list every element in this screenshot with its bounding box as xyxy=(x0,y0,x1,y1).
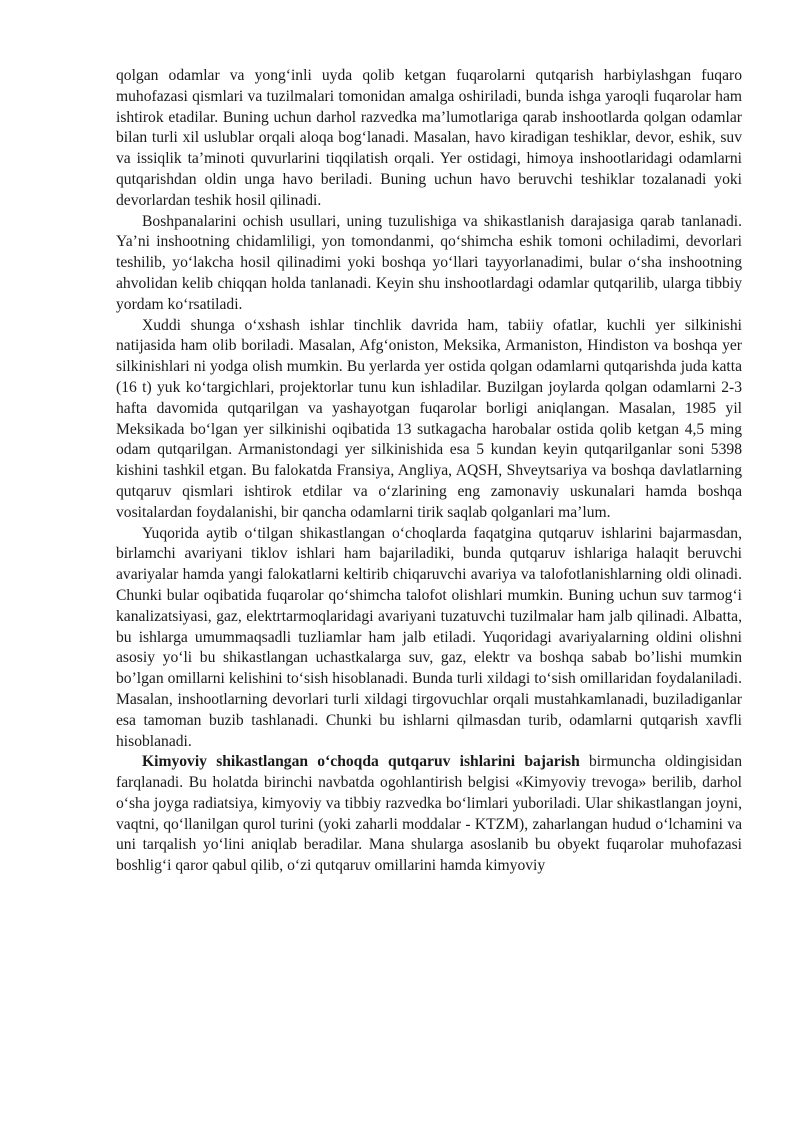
document-page xyxy=(116,66,742,877)
paragraph-chemical-rescue xyxy=(116,752,742,877)
paragraph-emergency-restoration: Yuqorida aytib o‘tilgan shikastlangan o‘choqlarda faqatgina qutqaruv ishlarini bajarmasdan, birlamchi avariyani tiklov ishlari ham bajariladiki, bunda qutqaruv ishlariga halaqit beruvchi avariyalar hamda yangi falokatlarni keltirib chiqaruvchi avariya va talofotlanishlarning oldi olinadi. Chunki bular oqibatida fuqarolar qo‘shimcha talofot olishlari mumkin. Buning uchun suv tarmog‘i kanalizatsiyasi, gaz, elektrtarmoqlaridagi avariyani tuzatuvchi tuzilmalar ham jalb qilinadi. Albatta, bu ishlarga umummaqsadli tuzliamlar ham jalb etiladi. Yuqoridagi avariyalarning oldini olishni asosiy yo‘li bu shikastlangan uchastkalarga suv, gaz, elektr va boshqa sabab bo’lishi mumkin bo’lgan omillarni kelishini to‘sish hisoblanadi. Bunda turli xildagi to‘sish omillaridan foydalaniladi. Masalan, inshootlarning devorlari turli xildagi tirgovuchlar orqali mustahkamlanadi, buziladiganlar esa tamoman buzib tashlanadi. Chunki bu ishlarni qilmasdan turib, odamlarni qutqarish xavfli hisoblanadi. xyxy=(116,524,742,750)
paragraph-shelter-opening-methods: Boshpanalarini ochish usullari, uning tuzulishiga va shikastlanish darajasiga qarab tanlanadi. Ya’ni inshootning chidamliligi, yon tomondanmi, qo‘shimcha eshik tomoni ochiladimi, devorlari teshilib, yo‘lakcha hosil qilinadimi yoki boshqa yo‘llari tayyorlanadimi, bular o‘sha inshootning ahvolidan kelib chiqqan holda tanlanadi. Keyin shu inshootlardagi odamlar qutqarilib, ularga tibbiy yordam ko‘rsatiladi. xyxy=(116,212,742,313)
chemical-rescue-text: birmuncha oldingisidan farqlanadi. Bu holatda birinchi navbatda ogohlantirish belgisi «Kimyoviy trevoga» berilib, darhol o‘sha joyga radiatsiya, kimyoviy va tibbiy razvedka bo‘limlari yuboriladi. Ular shikastlangan joyni, vaqtni, qo‘llanilgan qurol turini (yoki zaharli moddalar - KTZM), zaharlangan hudud o‘lchamini va uni tarqalish yo‘lini aniqlab beradilar. Mana shularga asoslanib bu obyekt fuqarolar muhofazasi boshlig‘i qaror qabul qilib, o‘zi qutqaruv omillarini hamda kimyoviy xyxy=(116,753,743,875)
paragraph-rescue-from-buildings: qolgan odamlar va yong‘inli uyda qolib ketgan fuqarolarni qutqarish harbiylashgan fuqaro muhofazasi qismlari va tuzilmalari tomonidan amalga oshiriladi, bunda ishga yaroqli fuqarolar ham ishtirok etadilar. Buning uchun darhol razvedka ma’lumotlariga qarab inshootlarda qolgan odamlar bilan turli xil uslublar orqali aloqa bog‘lanadi. Masalan, havo kiradigan teshiklar, devor, eshik, suv va issiqlik ta’minoti quvurlarini tiqqilatish orqali. Yer ostidagi, himoya inshootlaridagi odamlarni qutqarishdan oldin unga havo beriladi. Buning uchun havo beruvchi teshiklar tozalanadi yoki devorlardan teshik hosil qilinadi. xyxy=(116,67,742,209)
chemical-rescue-heading: Kimyoviy shikastlangan o‘choqda qutqaruv ishlarini bajarish xyxy=(142,753,580,771)
paragraph-earthquake-rescue: Xuddi shunga o‘xshash ishlar tinchlik davrida ham, tabiiy ofatlar, kuchli yer silkinishi natijasida ham olib boriladi. Masalan, Afg‘oniston, Meksika, Armaniston, Hindiston va boshqa yer silkinishlari ni yodga olish mumkin. Bu yerlarda yer ostida qolgan odamlarni qutqarishda juda katta (16 t) yuk ko‘targichlari, projektorlar tunu kun ishladilar. Buzilgan joylarda qolgan odamlarni 2-3 hafta davomida qutqarilgan va yashayotgan fuqarolar borligi aniqlangan. Masalan, 1985 yil Meksikada bo‘lgan yer silkinishi oqibatida 13 sutkagacha harobalar ostida qolib ketgan 4,5 ming odam qutqarilgan. Armanistondagi yer silkinishida esa 5 kundan keyin qutqarilganlar soni 5398 kishini tashkil etgan. Bu falokatda Fransiya, Angliya, AQSH, Shveytsariya va boshqa davlatlarning qutqaruv qismlari ishtirok etdilar va o‘zlarining eng zamonaviy uskunalari hamda boshqa vositalardan foydalanishi, bir qancha odamlarni tirik saqlab qolganlari ma’lum. xyxy=(116,316,742,521)
